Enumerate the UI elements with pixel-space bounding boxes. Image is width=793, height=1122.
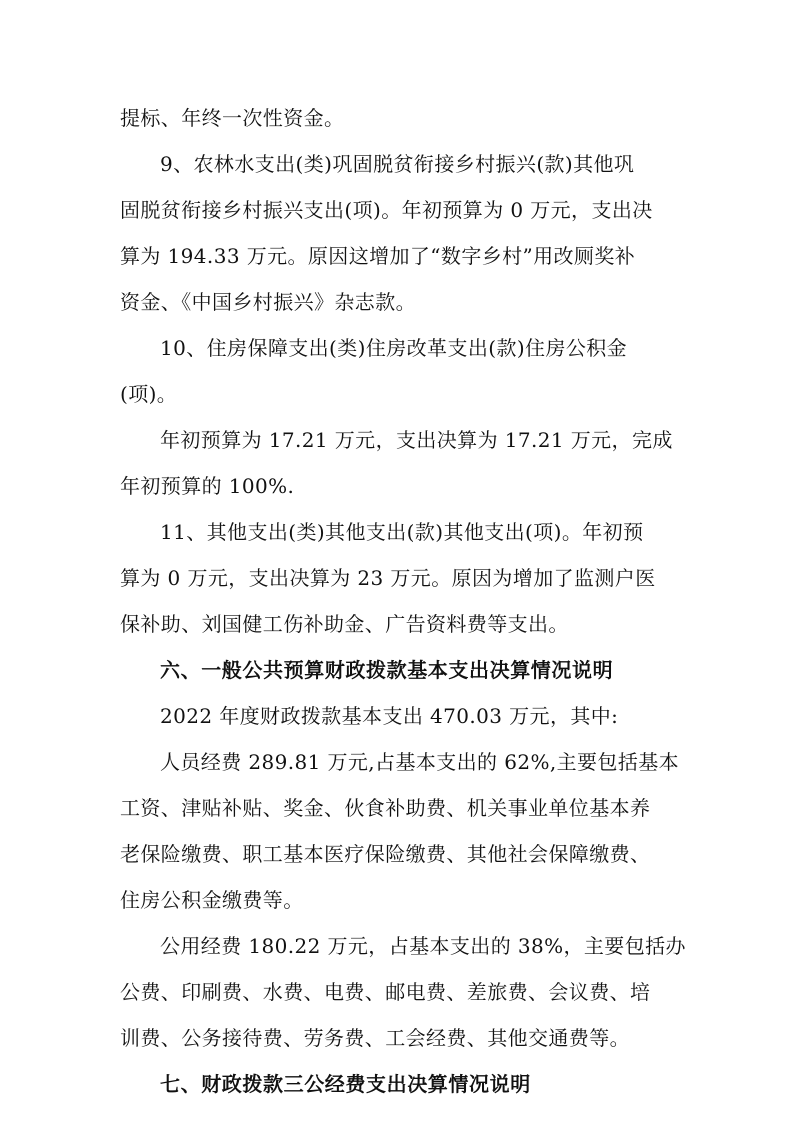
paragraph-line: 提标、年终一次性资金。 [120,106,345,130]
paragraph-line: 公费、印刷费、水费、电费、邮电费、差旅费、会议费、培 [120,980,651,1004]
paragraph-line: 固脱贫衔接乡村振兴支出(项)。年初预算为 0 万元，支出决 [120,198,653,222]
paragraph-line: 算为 0 万元，支出决算为 23 万元。原因为增加了监测户医 [120,566,656,590]
paragraph-line: 工资、津贴补贴、奖金、伙食补助费、机关事业单位基本养 [120,796,651,820]
paragraph-line: 训费、公务接待费、劳务费、工会经费、其他交通费等。 [120,1026,630,1050]
paragraph-line: 11、其他支出(类)其他支出(款)其他支出(项)。年初预 [160,520,644,544]
paragraph-line: 算为 194.33 万元。原因这增加了“数字乡村”用改厕奖补 [120,244,636,268]
paragraph-line: 公用经费 180.22 万元，占基本支出的 38%，主要包括办 [160,934,686,958]
paragraph-line: 年初预算的 100%. [120,474,295,498]
paragraph-line: (项)。 [120,382,178,406]
paragraph-line: 住房公积金缴费等。 [120,888,304,912]
paragraph-line: 2022 年度财政拨款基本支出 470.03 万元，其中: [160,704,619,728]
paragraph-line: 10、住房保障支出(类)住房改革支出(款)住房公积金 [160,336,628,360]
section-heading: 六、一般公共预算财政拨款基本支出决算情况说明 [160,658,614,682]
section-heading: 七、财政拨款三公经费支出决算情况说明 [160,1072,531,1096]
paragraph-line: 资金、《中国乡村振兴》杂志款。 [120,290,416,314]
paragraph-line: 保补助、刘国健工伤补助金、广告资料费等支出。 [120,612,569,636]
paragraph-line: 年初预算为 17.21 万元，支出决算为 17.21 万元，完成 [160,428,673,452]
paragraph-line: 人员经费 289.81 万元,占基本支出的 62%,主要包括基本 [160,750,680,774]
paragraph-line: 老保险缴费、职工基本医疗保险缴费、其他社会保障缴费、 [120,842,651,866]
paragraph-line: 9、农林水支出(类)巩固脱贫衔接乡村振兴(款)其他巩 [160,152,635,176]
